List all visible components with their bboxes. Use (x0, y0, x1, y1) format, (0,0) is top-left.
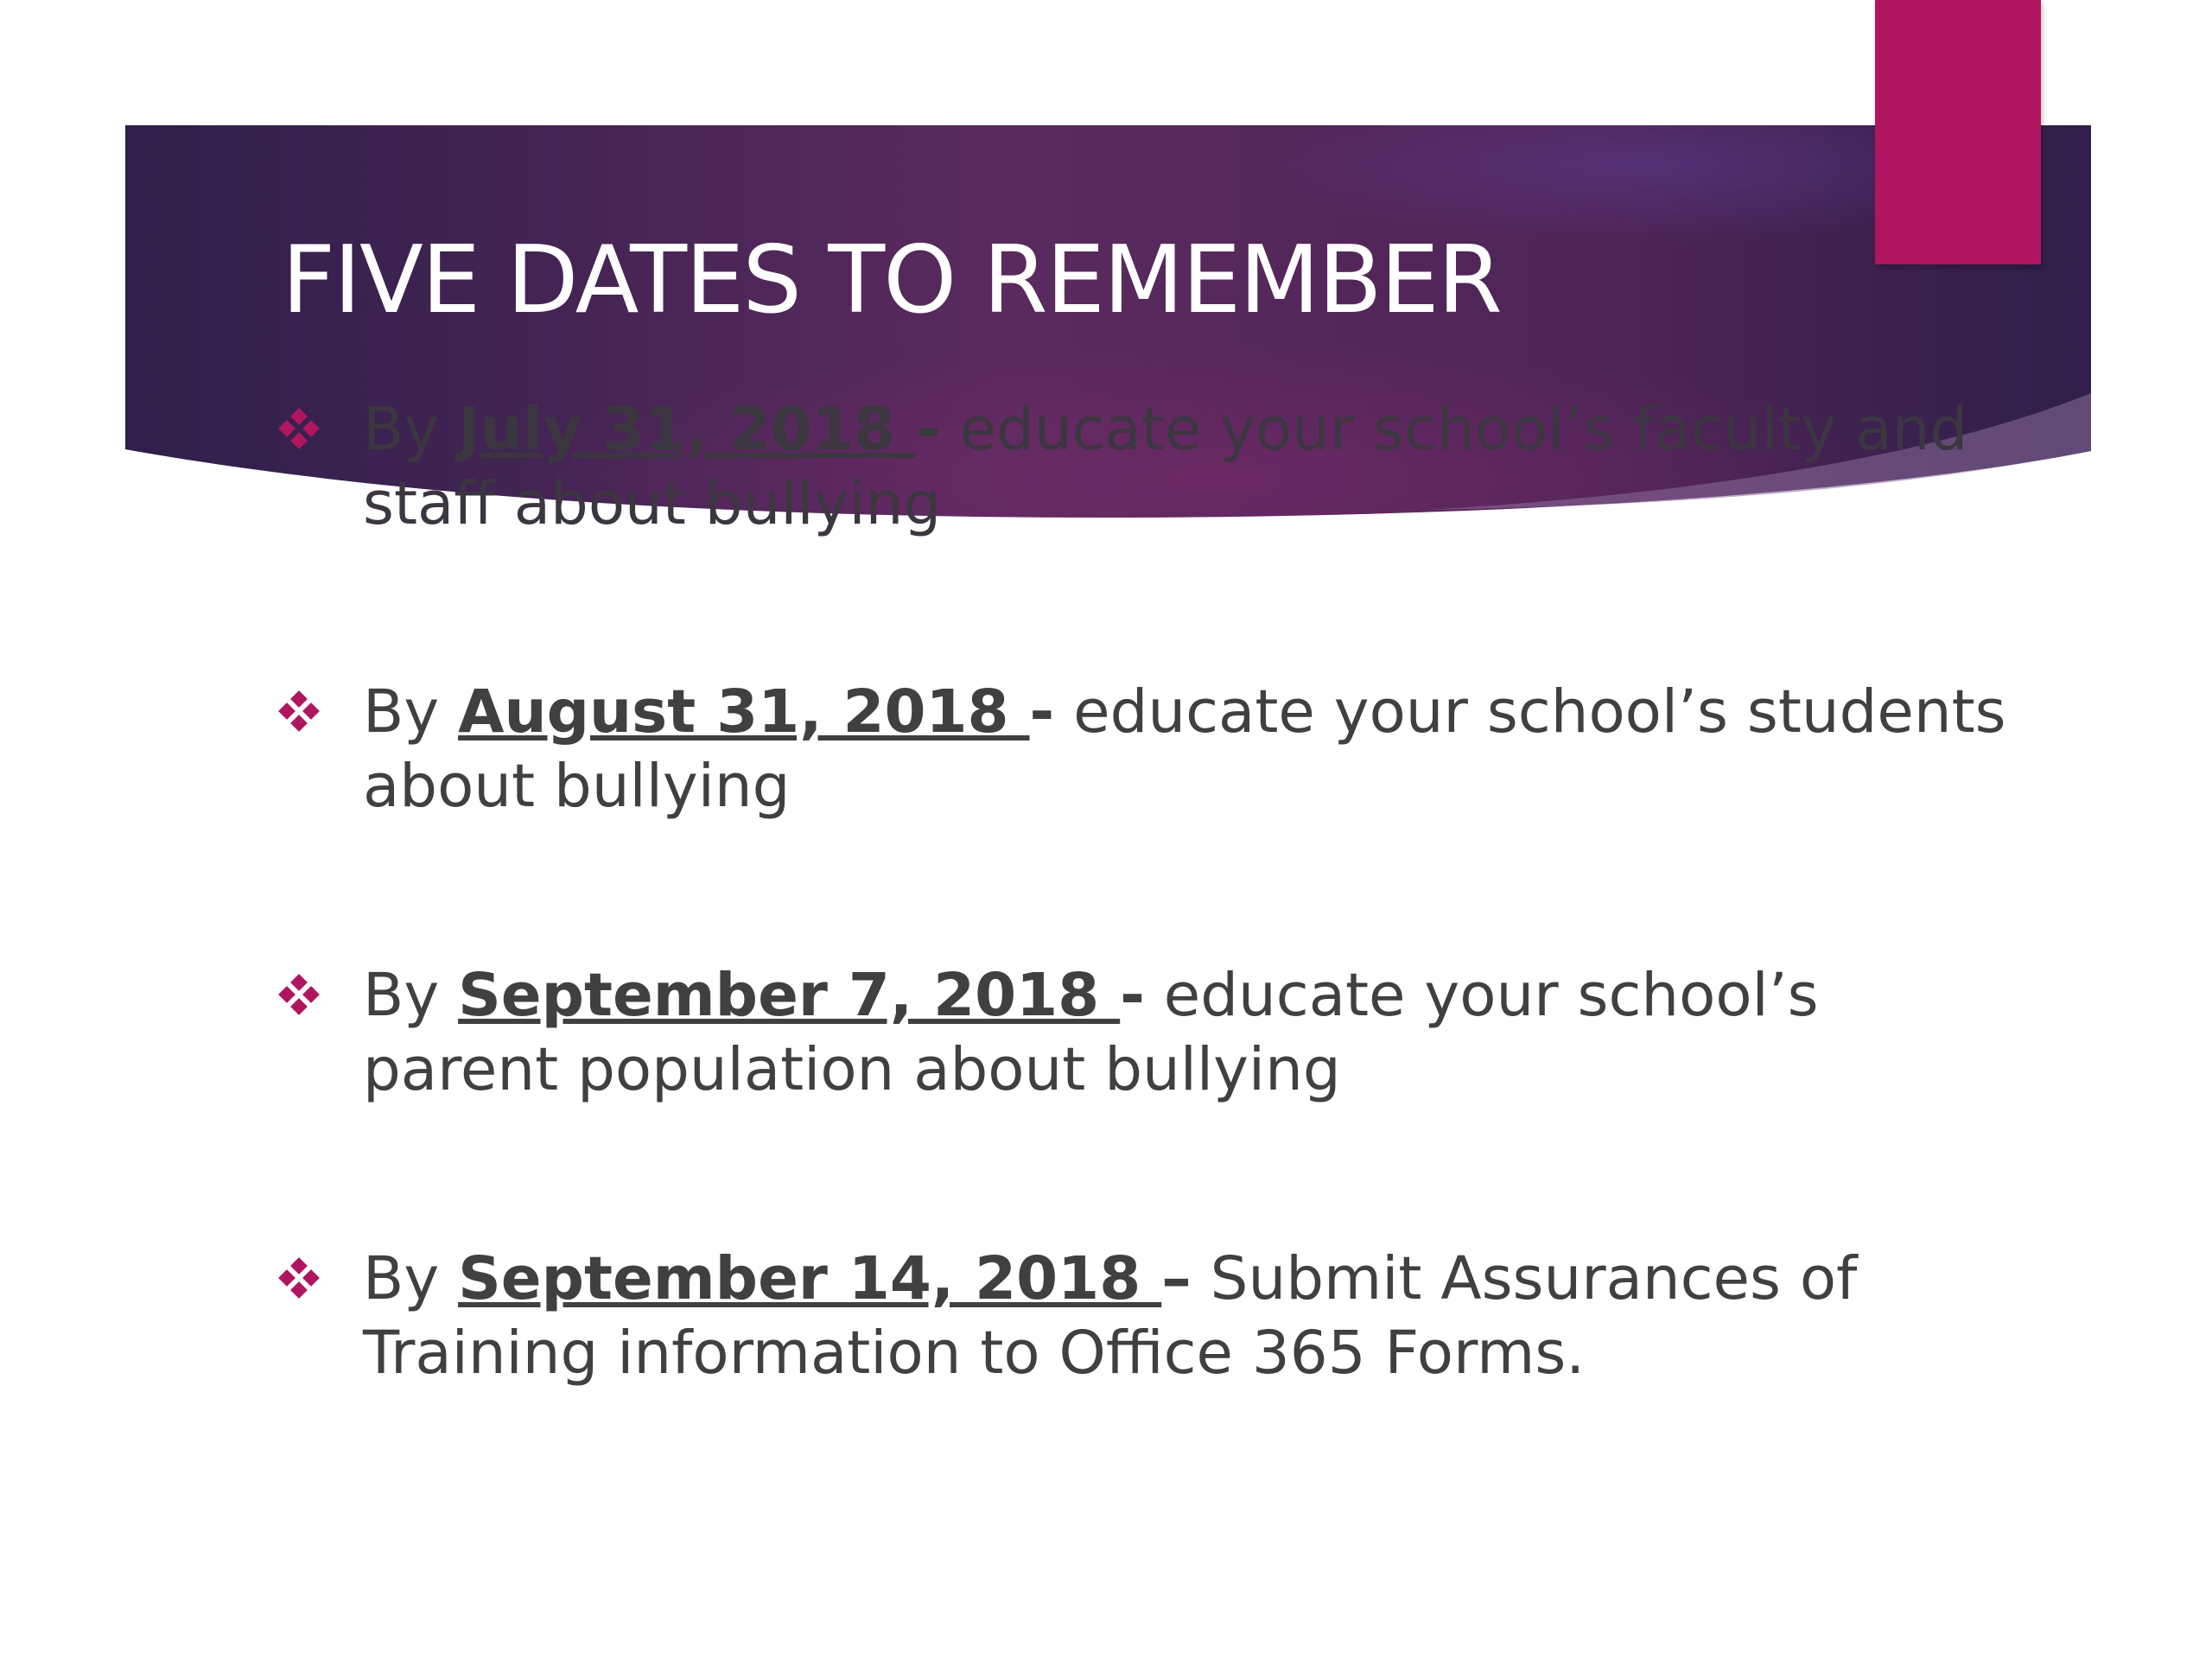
four-diamond-bullet-icon (280, 410, 318, 448)
item-separator: - (1029, 677, 1055, 747)
item-separator: - (915, 395, 941, 464)
item-separator: – (1161, 1244, 1192, 1313)
item-separator: - (1120, 961, 1145, 1030)
four-diamond-bullet-icon (280, 692, 318, 730)
item-date: September 14, 2018 (458, 1244, 1162, 1313)
item-description: educate your school’s parent population about bullying (363, 961, 1819, 1104)
accent-tab (1875, 0, 2041, 264)
four-diamond-bullet-icon (280, 976, 318, 1014)
item-date: July 31, 2018 (458, 395, 916, 464)
item-date: September 7, 2018 (458, 961, 1121, 1030)
list-item (363, 675, 2022, 823)
slide-title: FIVE DATES TO REMEMBER (282, 226, 1501, 334)
list-item (363, 1242, 2022, 1390)
item-date: August 31, 2018 (458, 677, 1030, 747)
item-prefix: By (363, 1244, 459, 1313)
list-item (363, 392, 2022, 541)
item-description: Submit Assurances of Training information to Office 365 Forms. (363, 1244, 1858, 1388)
four-diamond-bullet-icon (280, 1259, 318, 1297)
list-item (363, 958, 2022, 1107)
item-prefix: By (363, 677, 459, 747)
item-prefix: By (363, 961, 459, 1030)
item-description: educate your school’s students about bullying (363, 677, 2006, 821)
item-prefix: By (363, 395, 459, 464)
item-description: educate your school’s faculty and staff about bullying (363, 395, 1968, 538)
